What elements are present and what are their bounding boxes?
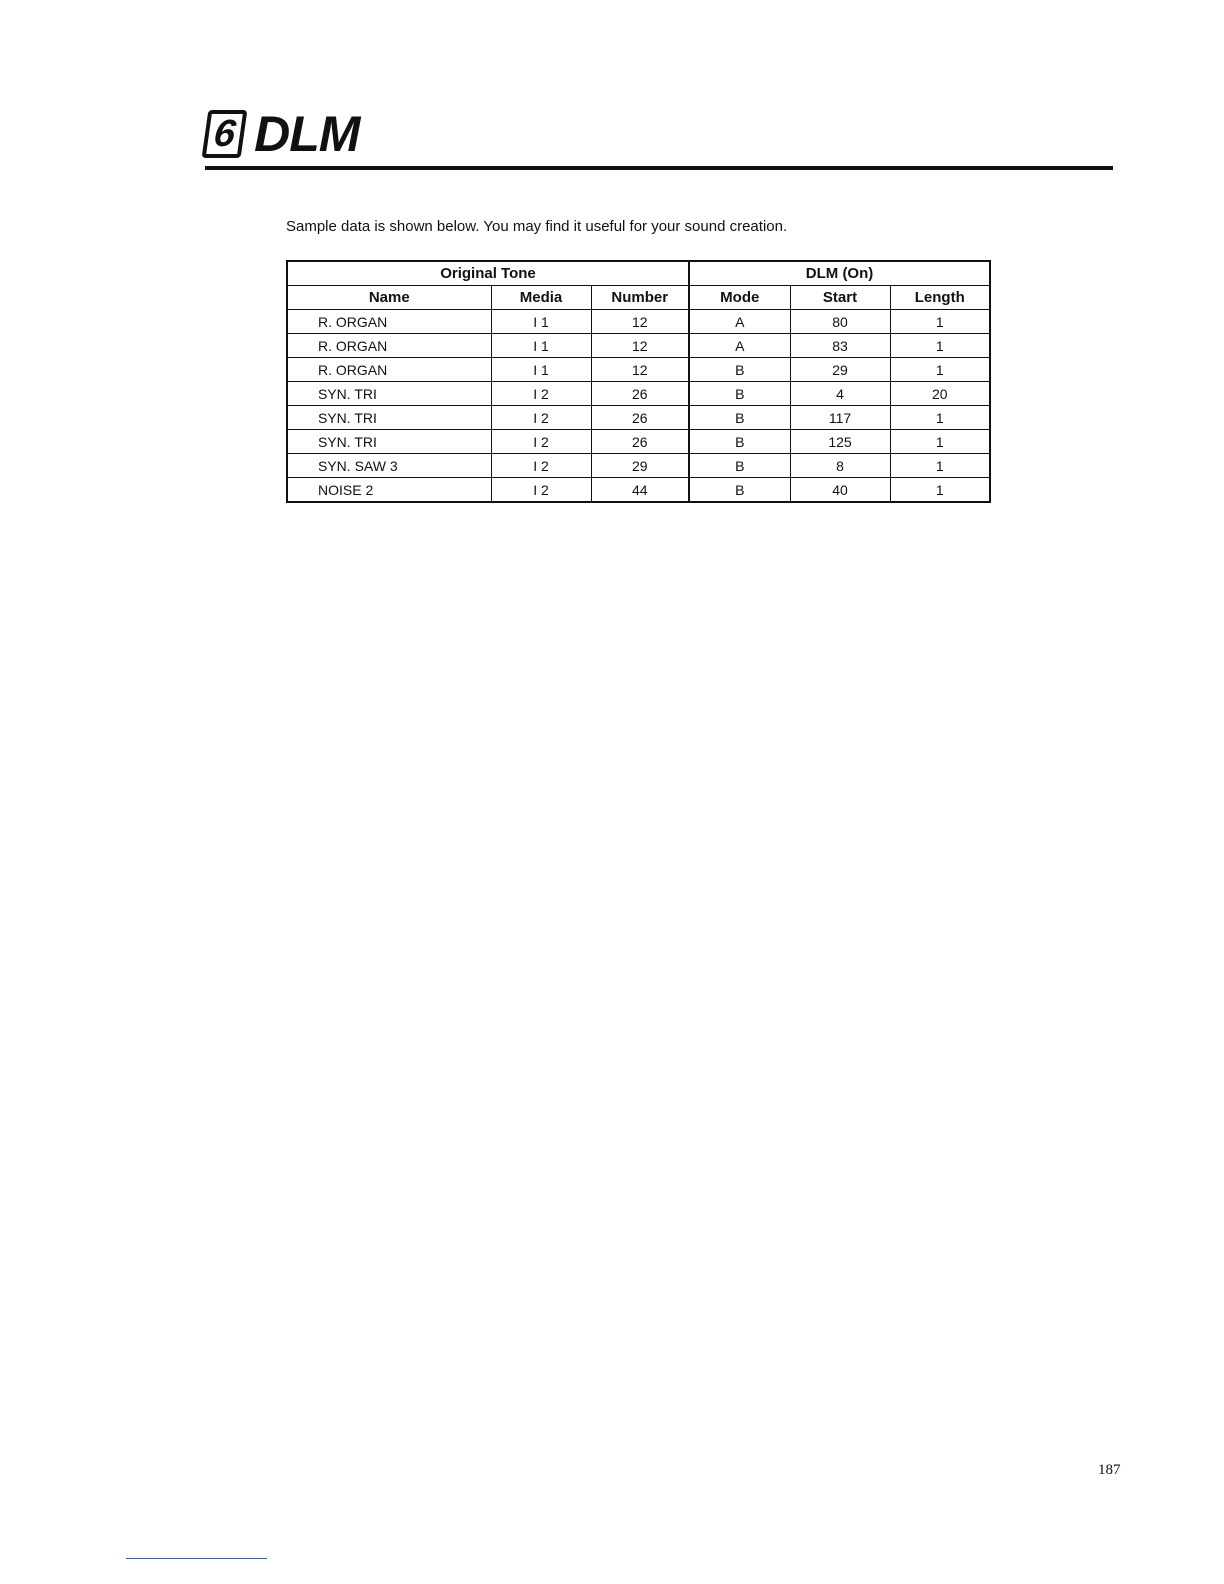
cell-start: 4 (790, 382, 890, 406)
cell-mode: B (689, 406, 790, 430)
group-header-original-tone: Original Tone (287, 261, 689, 286)
cell-start: 80 (790, 310, 890, 334)
table-row (287, 358, 990, 382)
cell-length: 1 (890, 334, 990, 358)
heading-rule (205, 166, 1113, 170)
cell-name: R. ORGAN (287, 358, 491, 382)
cell-mode: A (689, 334, 790, 358)
group-header-row (287, 261, 990, 286)
cell-start: 29 (790, 358, 890, 382)
cell-length: 1 (890, 406, 990, 430)
table-row (287, 406, 990, 430)
column-header-media: Media (491, 286, 591, 310)
cell-length: 20 (890, 382, 990, 406)
column-header-start: Start (790, 286, 890, 310)
column-header-length: Length (890, 286, 990, 310)
footer-line (126, 1558, 267, 1559)
cell-media: I 1 (491, 310, 591, 334)
sample-data-table (286, 260, 991, 503)
table-row (287, 310, 990, 334)
intro-text: Sample data is shown below. You may find it useful for your sound creation. (286, 218, 788, 235)
cell-name: SYN. TRI (287, 382, 491, 406)
cell-start: 8 (790, 454, 890, 478)
table-row (287, 478, 990, 503)
cell-media: I 2 (491, 454, 591, 478)
cell-media: I 2 (491, 406, 591, 430)
cell-name: SYN. TRI (287, 406, 491, 430)
cell-length: 1 (890, 358, 990, 382)
section-title: DLM (254, 106, 360, 162)
table-row (287, 382, 990, 406)
group-header-dlm-on: DLM (On) (689, 261, 990, 286)
column-header-row (287, 286, 990, 310)
column-header-mode: Mode (689, 286, 790, 310)
page-number: 187 (1098, 1462, 1121, 1478)
cell-name: R. ORGAN (287, 310, 491, 334)
cell-number: 12 (591, 334, 689, 358)
cell-number: 26 (591, 406, 689, 430)
sample-data-table-wrapper (286, 260, 991, 503)
cell-number: 12 (591, 310, 689, 334)
cell-name: SYN. SAW 3 (287, 454, 491, 478)
cell-media: I 2 (491, 430, 591, 454)
cell-number: 26 (591, 430, 689, 454)
cell-media: I 2 (491, 478, 591, 503)
cell-length: 1 (890, 430, 990, 454)
cell-media: I 1 (491, 358, 591, 382)
cell-mode: B (689, 358, 790, 382)
cell-length: 1 (890, 454, 990, 478)
cell-start: 40 (790, 478, 890, 503)
cell-number: 26 (591, 382, 689, 406)
column-header-name: Name (287, 286, 491, 310)
cell-number: 44 (591, 478, 689, 503)
cell-mode: B (689, 382, 790, 406)
cell-name: R. ORGAN (287, 334, 491, 358)
cell-mode: B (689, 478, 790, 503)
cell-mode: B (689, 454, 790, 478)
cell-length: 1 (890, 478, 990, 503)
cell-number: 12 (591, 358, 689, 382)
cell-length: 1 (890, 310, 990, 334)
cell-number: 29 (591, 454, 689, 478)
cell-media: I 1 (491, 334, 591, 358)
table-row (287, 454, 990, 478)
cell-mode: A (689, 310, 790, 334)
section-number-box: 6 (202, 110, 248, 158)
cell-start: 125 (790, 430, 890, 454)
cell-name: SYN. TRI (287, 430, 491, 454)
column-header-number: Number (591, 286, 689, 310)
cell-media: I 2 (491, 382, 591, 406)
cell-start: 117 (790, 406, 890, 430)
table-row (287, 430, 990, 454)
cell-name: NOISE 2 (287, 478, 491, 503)
section-heading (205, 104, 359, 164)
cell-start: 83 (790, 334, 890, 358)
cell-mode: B (689, 430, 790, 454)
table-row (287, 334, 990, 358)
